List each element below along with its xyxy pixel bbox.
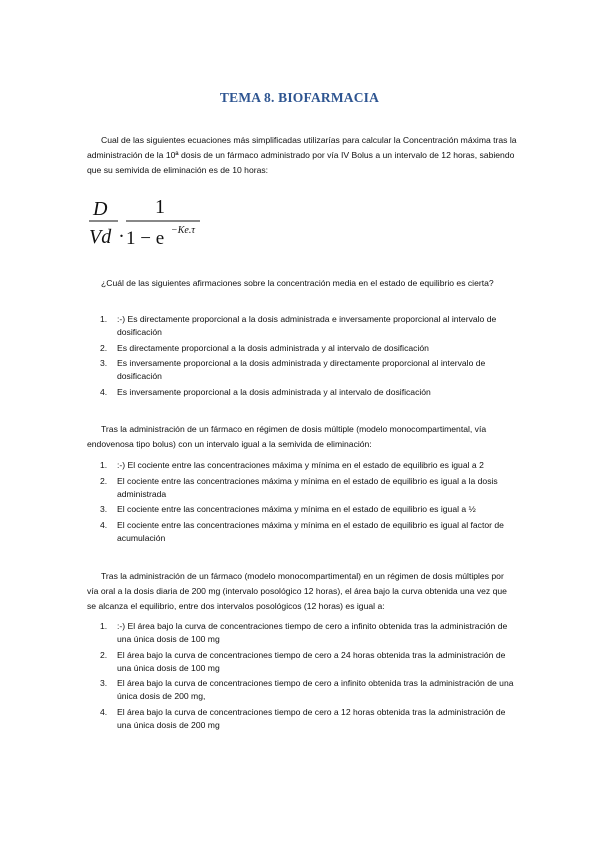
question-1-prompt: Cual de las siguientes ecuaciones más simplificadas utilizarías para calcular la Concentración máxima tras la administración de la 10ª dosis de un fármaco administrado por vía IV Bolus a un intervalo de 12 horas, sabiendo que su semivida de eliminación es de 10 horas: [87,135,517,175]
option-text: El cociente entre las concentraciones máxima y mínima en el estado de equilibrio es igual a ½ [117,504,476,514]
question-4-option-2 [100,649,520,675]
option-text: El área bajo la curva de concentraciones tiempo de cero a 24 horas obtenida tras la administración de una única dosis de 100 mg [117,649,506,673]
question-2-prompt: ¿Cuál de las siguientes afirmaciones sobre la concentración media en el estado de equilibrio es cierta? [101,278,494,288]
question-3-options [100,459,520,547]
option-text: El área bajo la curva de concentraciones tiempo de cero a 12 horas obtenida tras la administración de una única dosis de 200 mg [117,706,506,730]
option-number: 4. [100,706,108,717]
option-text: El cociente entre las concentraciones máxima y mínima en el estado de equilibrio es igual al factor de acumulación [117,519,504,543]
option-number: 1. [100,621,108,631]
question-4-prompt: Tras la administración de un fármaco (modelo monocompartimental) en un régimen de dosis múltiples por vía oral a la dosis diaria de 200 mg (intervalo posológico 12 horas), el área bajo la curva obtenida una vez que se alcanza el equilibrio, entre dos intervalos posológicos (12 horas) es igual a: [87,571,507,611]
question-3-option-2 [100,475,520,501]
question-2-option-4 [100,386,520,399]
page-title: TEMA 8. BIOFARMACIA [219,90,380,105]
question-3-option-4 [100,519,520,545]
question-3-prompt: Tras la administración de un fármaco en régimen de dosis múltiple (modelo monocompartimental, vía endovenosa tipo bolus) con un intervalo igual a la semivida de eliminación: [87,424,487,449]
question-4-options [100,620,520,734]
option-text: Es inversamente proporcional a la dosis administrada y al intervalo de dosificación [117,386,431,397]
option-text: :-) Es directamente proporcional a la dosis administrada e inversamente proporcional al intervalo de dosificación [117,314,497,337]
option-text: Es inversamente proporcional a la dosis administrada y directamente proporcional al intervalo de dosificación [117,358,486,381]
question-4-option-3 [100,677,520,703]
formula-numerator-right: 1 [155,196,165,218]
option-number: 2. [100,342,108,353]
question-2-option-3 [100,357,520,383]
question-2-option-1 [100,313,520,339]
cmax-formula [88,193,218,251]
option-number: 3. [100,358,108,368]
option-number: 2. [100,649,108,660]
option-text: Es directamente proporcional a la dosis administrada y al intervalo de dosificación [117,342,429,353]
question-2-options [100,313,520,401]
formula-denominator-base: 1 − e [126,228,165,249]
option-number: 3. [100,678,108,688]
option-text: :-) El área bajo la curva de concentraciones tiempo de cero a infinito obtenida tras la administración de una única dosis de 100 mg [117,621,508,644]
option-text: El cociente entre las concentraciones máxima y mínima en el estado de equilibrio es igual a la dosis administrada [117,475,498,499]
option-number: 1. [100,460,108,470]
option-number: 1. [100,314,108,324]
option-text: El área bajo la curva de concentraciones tiempo de cero a infinito obtenida tras la administración de una única dosis de 200 mg, [117,678,514,701]
question-4-option-4 [100,706,520,732]
formula-exponent: −Ke.τ [171,225,195,236]
question-3-option-1 [100,459,520,472]
option-text: :-) El cociente entre las concentraciones máxima y mínima en el estado de equilibrio es igual a 2 [117,460,484,470]
option-number: 3. [100,504,108,514]
option-number: 4. [100,519,108,530]
question-2-option-2 [100,342,520,355]
question-3-option-3 [100,503,520,516]
formula-dot: . [119,220,124,242]
option-number: 2. [100,475,108,486]
option-number: 4. [100,386,108,397]
question-4-option-1 [100,620,520,646]
formula-denominator-left: Vd [89,226,112,248]
formula-numerator-left: D [93,198,108,220]
